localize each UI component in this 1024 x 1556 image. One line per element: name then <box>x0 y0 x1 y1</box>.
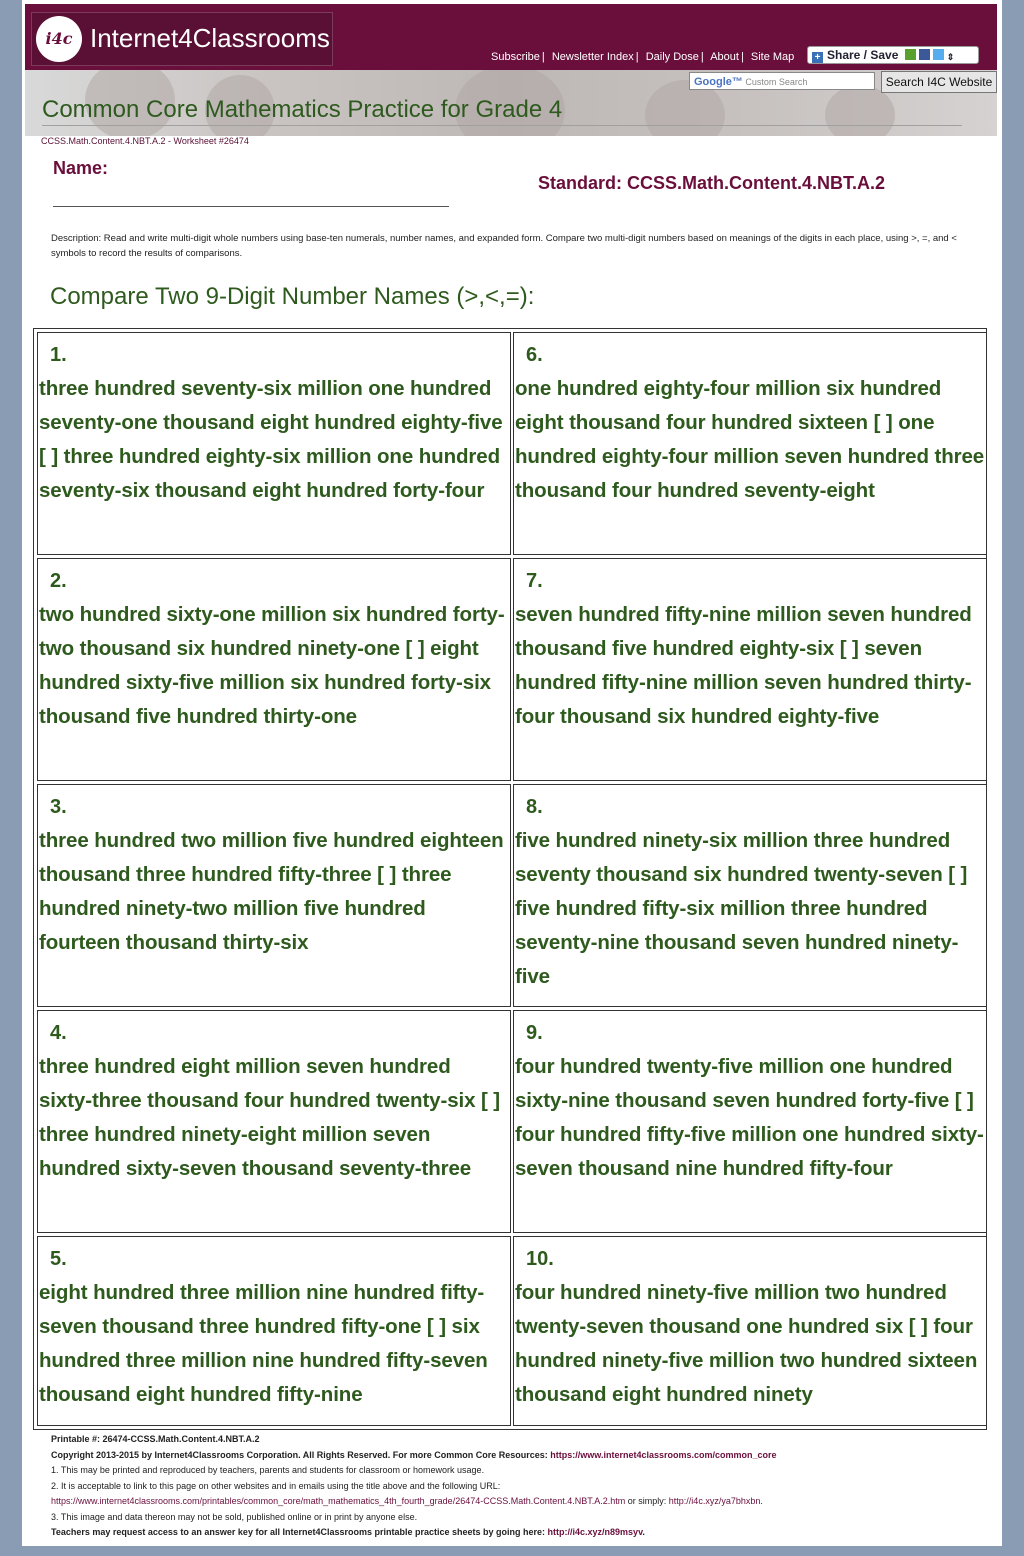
problem-cell-9 <box>513 1010 987 1233</box>
footer <box>51 1432 991 1541</box>
problem-number: 7. <box>526 570 543 592</box>
title-divider <box>42 125 962 126</box>
header-banner <box>25 70 997 136</box>
name-label: Name: <box>53 158 109 178</box>
problem-number: 2. <box>50 570 67 592</box>
problem-text: four hundred twenty-five million one hundred sixty-nine thousand seven hundred forty-five [ ] four hundred fifty-five million one hundred sixty-seven thousand nine hundred fifty-four <box>515 1055 984 1180</box>
problem-number: 10. <box>526 1248 554 1270</box>
copyright <box>51 1448 991 1464</box>
problem-number: 6. <box>526 344 543 366</box>
search-button[interactable]: Search I4C Website <box>881 71 997 93</box>
worksheet-url-link[interactable]: https://www.internet4classrooms.com/printables/common_core/math_mathematics_4th_fourth_grade/26474-CCSS.Math.Content.4.NBT.A.2.htm <box>51 1496 626 1506</box>
problem-cell-4 <box>37 1010 511 1233</box>
problem-cell-7 <box>513 558 987 781</box>
problem-text: four hundred ninety-five million two hundred twenty-seven thousand one hundred six [ ] four hundred ninety-five million two hundred sixteen thousand eight hundred ninety <box>515 1281 978 1406</box>
problem-cell-5 <box>37 1236 511 1426</box>
nav-about[interactable]: About <box>710 51 739 63</box>
logo-text: Internet4Classrooms <box>90 23 330 53</box>
google-logo: Google™ <box>694 76 743 88</box>
facebook-icon <box>919 49 930 60</box>
problem-number: 3. <box>50 796 67 818</box>
problem-cell-3 <box>37 784 511 1007</box>
problem-text: five hundred ninety-six million three hundred seventy thousand six hundred twenty-seven [ ] five hundred fifty-six million three hundred seventy-nine thousand seven hundred ninety-five <box>515 829 968 988</box>
share-icon <box>905 49 916 60</box>
problem-cell-8 <box>513 784 987 1007</box>
problem-text: three hundred seventy-six million one hundred seventy-one thousand eight hundred eighty-five [ ] three hundred eighty-six million one hundred seventy-six thousand eight hundred forty-four <box>39 377 503 502</box>
page-title: Common Core Mathematics Practice for Grade 4 <box>42 96 563 123</box>
problem-cell-6 <box>513 332 987 555</box>
twitter-icon <box>933 49 944 60</box>
breadcrumb: CCSS.Math.Content.4.NBT.A.2 - Worksheet #26474 <box>41 136 249 146</box>
problem-cell-1 <box>37 332 511 555</box>
or-simply-text: or simply: <box>625 1496 669 1506</box>
problems-table <box>33 328 987 1430</box>
copyright-text: Copyright 2013-2015 by Internet4Classrooms Corporation. All Rights Reserved. For more Common Core Resources: <box>51 1449 551 1460</box>
description: Description: Read and write multi-digit whole numbers using base-ten numerals, number names, and expanded form. Compare two multi-digit numbers based on meanings of the digits in each place, using >, =, and < symbols to record the results of comparisons. <box>51 233 957 259</box>
plus-icon: + <box>812 52 823 63</box>
page <box>22 0 1002 1546</box>
site-logo[interactable] <box>31 12 333 66</box>
footer-line-2: 2. It is acceptable to link to this page on other websites and in emails using the title above and the following URL: <box>51 1480 501 1491</box>
nav-daily-dose[interactable]: Daily Dose <box>645 51 699 63</box>
problem-text: one hundred eighty-four million six hundred eight thousand four hundred sixteen [ ] one hundred eighty-four million seven hundred three thousand four hundred seventy-eight <box>515 377 985 502</box>
answer-key-text: Teachers may request access to an answer key for all Internet4Classrooms printable practice sheets by going here: <box>51 1527 548 1537</box>
search-input[interactable] <box>689 72 875 90</box>
printable-number: Printable #: 26474-CCSS.Math.Content.4.NBT.A.2 <box>51 1434 260 1444</box>
problem-text: two hundred sixty-one million six hundred forty-two thousand six hundred ninety-one [ ] eight hundred sixty-five million six hundred forty-six thousand five hundred thirty-one <box>39 603 505 728</box>
problem-text: eight hundred three million nine hundred fifty-seven thousand three hundred fifty-one [ ] six hundred three million nine hundred fifty-seven thousand eight hundred fifty-nine <box>39 1281 488 1406</box>
nav-subscribe[interactable]: Subscribe <box>491 51 540 63</box>
problem-cell-10 <box>513 1236 987 1426</box>
footer-url-line: https://www.internet4classrooms.com/printables/common_core/math_mathematics_4th_fourth_grade/26474-CCSS.Math.Content.4.NBT.A.2.htm or simply: http://i4c.xyz/ya7bhxbn. <box>51 1496 763 1506</box>
nav-newsletter-index[interactable]: Newsletter Index <box>551 51 634 63</box>
chevron-updown-icon: ⇕ <box>946 52 955 62</box>
common-core-link[interactable]: https://www.internet4classrooms.com/common_core <box>550 1449 777 1460</box>
problem-number: 8. <box>526 796 543 818</box>
problem-number: 4. <box>50 1022 67 1044</box>
problem-text: three hundred eight million seven hundred sixty-three thousand four hundred twenty-six [ ] three hundred ninety-eight million seven hundred sixty-seven thousand seventy-three <box>39 1055 501 1180</box>
answer-key-link[interactable]: http://i4c.xyz/n89msyv <box>547 1527 643 1537</box>
problem-number: 1. <box>50 344 67 366</box>
problem-text: three hundred two million five hundred eighteen thousand three hundred fifty-three [ ] three hundred ninety-two million five hundred fourteen thousand thirty-six <box>39 829 504 954</box>
logo-icon: i4c <box>36 16 82 62</box>
top-bar <box>25 4 997 70</box>
problem-cell-2 <box>37 558 511 781</box>
problem-text: seven hundred fifty-nine million seven hundred thousand five hundred eighty-six [ ] seven hundred fifty-nine million seven hundred thirty-four thousand six hundred eighty-five <box>515 603 972 728</box>
answer-key-note: Teachers may request access to an answer key for all Internet4Classrooms printable practice sheets by going here: http://i4c.xyz/n89msyv. <box>51 1527 645 1537</box>
name-line <box>53 206 449 207</box>
problem-number: 9. <box>526 1022 543 1044</box>
top-nav: Subscribe | Newsletter Index | Daily Dose | About | Site Map <box>491 51 795 63</box>
problem-number: 5. <box>50 1248 67 1270</box>
footer-line-3: 3. This image and data thereon may not be sold, published online or in print by anyone else. <box>51 1511 418 1522</box>
short-url-link[interactable]: http://i4c.xyz/ya7bhxbn <box>668 1496 761 1506</box>
search-placeholder: Custom Search <box>745 77 808 87</box>
footer-line-1: 1. This may be printed and reproduced by teachers, parents and students for classroom or homework usage. <box>51 1465 485 1475</box>
nav-site-map[interactable]: Site Map <box>750 51 795 63</box>
share-save-button[interactable] <box>807 46 979 64</box>
standard-label: Standard: CCSS.Math.Content.4.NBT.A.2 <box>538 173 886 193</box>
worksheet-heading: Compare Two 9-Digit Number Names (>,<,=): <box>50 283 535 310</box>
share-label: Share / Save <box>827 48 899 62</box>
